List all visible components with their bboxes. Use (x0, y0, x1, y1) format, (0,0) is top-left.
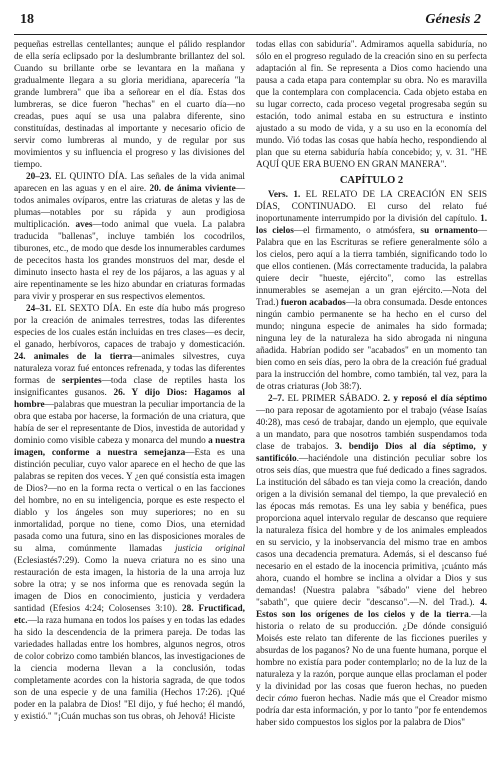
paragraph-text: pequeñas estrellas centellantes; aunque el pálido resplandor de ella sería eclipsado por la deslumbrante brillantez del sol. Cuando su brillante orbe se levantara en la mañana y gradualmente llegara a su gloria meridiana, aparecería "la grande lumbrera" que iba a señorear en el día. Estas dos lumbreras, se dice fueron "hechas" en el cuarto día—no creadas, pues aquí se usa una palabra diferente, sino constituídas, destinadas al importante y necesario oficio de servir como lumbreras al mundo, y de regular por sus movimientos y su influencia el progreso y las divisiones del tiempo. (14, 40, 245, 170)
paragraph (14, 39, 245, 171)
paragraph-text: —animales silvestres, cuya naturaleza voraz fué entonces refrenada, y todas las diferentes formas de (14, 352, 245, 386)
paragraph-text: .—haciéndole una distinción peculiar sobre los otros seis días, que muestra que fué dedicado a fines sagrados. La institución del sábado es tan vieja como la creación, dando origen a la división semanal del tiempo, la que prevaleció en las épocas más remotas. Es una ley sabia y benéfica, pues proporciona aquel intervalo regular de descanso que requiere la naturaleza física del hombre y de los animales empleados en su servicio, y la inobservancia del mismo trae en ambos casos una decadencia prematura. Además, si el descanso fué necesario en el estado de la inocencia primitiva, ¡cuánto más ahora, cuando el hombre se inclina a olvidar a Dios y sus demandas! (Nuestra palabra "sábado" viene del hebreo "sabath", que quiere decir "descanso".—N. del Trad.). (256, 454, 487, 608)
paragraph-text: EL PRIMER SÁBADO. (284, 394, 384, 404)
left-column (14, 39, 245, 729)
paragraph-text: EL RELATO DE LA CREACIÓN EN SEIS DÍAS, CONTINUADO. El curso del relato fué inoportunamente interrumpido por la división del capítulo. (256, 190, 487, 224)
paragraph-text: —todo animal que vuela. La palabra traducida "ballenas", incluye también los cocodrilos, tiburones, etc., de modo que desde los innumerables cardumes de pececitos hasta los grandes monstruos del mar, desde el diminuto insecto hasta el rey de los pájaros, a las aguas y al aire repentinamente se les hizo abundar en criaturas formadas para vivir y prosperar en sus respectivos elementos. (14, 220, 245, 302)
paragraph-text: —la obra consumada. Desde entonces ningún cambio permanente se ha hecho en el curso del mundo; ninguna especie de animales ha sido formada; ninguna ley de la naturaleza ha sido abrogada ni ninguna añadida. Habrían podido ser "acabados" en un momento tan bien como en seis días, pero la obra de la creación fué gradual para la instrucción del hombre, como también, tal vez, para la de otras criaturas (Job 38:7). (256, 298, 487, 392)
verse-ref: 2–7. (268, 394, 285, 404)
paragraph-text: —toda clase de reptiles hasta los insignificantes gusanos. (14, 376, 245, 398)
page-number: 18 (20, 12, 34, 27)
page-header (14, 10, 487, 35)
bold-term: su ornamento (420, 226, 478, 236)
italic-term: cómo (277, 694, 298, 704)
bold-term: 26. Y dijo Dios: Hagamos al hombre (14, 388, 245, 410)
verse-ref: 24–31. (26, 304, 52, 314)
paragraph (256, 393, 487, 729)
bold-term: aves (75, 220, 93, 230)
bold-term: 2. y reposó el día séptimo (383, 394, 487, 404)
bold-term: 3. bendijo Dios al día séptimo, y santificólo (256, 442, 487, 464)
paragraph-text: EL SEXTO DÍA. En este día hubo más progreso por la creación de animales terrestres, todas las diferentes especies de los cuales están incluidas en tres clases—es decir, el ganado, herbívoros, capaces de trabajo y domesticación. (14, 304, 245, 350)
paragraph-text: (Eclesiastés7:29). Como la nueva criatura no es sino una restauración de esta imagen, la historia de la una arroja luz sobre la otra; y se nos informa que es renovada según la imagen de Dios en conocimiento, justicia y verdadera santidad (Efesios 4:24; Colosenses 3:10). (14, 556, 245, 614)
bold-term: 20. de ánima viviente (149, 184, 236, 194)
bold-term: a nuestra imagen, conforme a nuestra semejanza (14, 436, 245, 458)
paragraph-text: —el firmamento, o atmósfera, (293, 226, 421, 236)
running-title: Génesis 2 (425, 12, 481, 27)
paragraph (256, 39, 487, 171)
paragraph-text: EL QUINTO DÍA. Las señales de la vida animal aparecen en las aguas y en el aire. (14, 172, 245, 194)
bold-term: 1. los cielos (256, 214, 487, 236)
paragraph (14, 171, 245, 303)
verse-ref: Vers. 1. (268, 190, 301, 200)
text-columns (14, 39, 487, 729)
bold-term: serpientes (62, 376, 102, 386)
bold-term: 24. animales de la tierra (14, 352, 133, 362)
paragraph-text: —no para reposar de agotamiento por el trabajo (véase Isaías 40:28), mas cesó de trabajar, dando un ejemplo, que equivale a un mandato, para que nosotros también suspendamos toda clase de trabajos. (256, 406, 487, 452)
paragraph (14, 303, 245, 723)
verse-ref: 20–23. (26, 172, 52, 182)
right-column (256, 39, 487, 729)
paragraph-text: —palabras que muestran la peculiar importancia de la obra que estaba por hacerse, la formación de una criatura, que había de ser el representante de Dios, investida de autoridad y dominio como visible cabeza y monarca del mundo (14, 400, 245, 446)
italic-term: justicia original (175, 544, 246, 554)
paragraph (256, 189, 487, 393)
bold-term: fueron acabados (280, 298, 346, 308)
paragraph-text: .—la historia o relato de su producción. ¿De dónde consiguió Moisés este relato tan diferente de las ficciones pueriles y absurdas de los paganos? No de una fuente humana, porque el hombre no existía para poder contemplarlo; no de la luz de la naturaleza y la razón, porque aunque ellas proclaman el poder y la divinidad por las cosas que fueron hechas, no pueden decir (256, 610, 487, 704)
paragraph-text: —Palabra que en las Escrituras se refiere generalmente sólo a los cielos, pero aquí a la tierra también, significando todo lo que ellos contienen. (Más correctamente traducida, la palabra quiere decir "hueste, ejército", como las estrellas innumerables se asemejan a un gran ejército.—Nota del Trad.) (256, 226, 488, 308)
paragraph-text: —Esta es una distinción peculiar, cuyo valor aparece en el hecho de que las palabras se repiten dos veces. Y ¿en qué consistía esta imagen de Dios?—no en la forma recta o vertical o en las facciones del hombre, no en su inteligencia, porque es este respecto el diablo y los ángeles son muy superiores; no en su inmortalidad, porque no tiene, como Dios, una eternidad pasada como una futura, sino en las disposiciones morales de su alma, comúnmente llamadas (14, 448, 245, 554)
paragraph-text: —todos animales ovíparos, entre las criaturas de aletas y las de plumas—notables por su rápida y aun prodigiosa multiplicación. (14, 184, 245, 230)
chapter-heading: CAPÍTULO 2 (339, 175, 404, 186)
paragraph-text: fueron hechas. Nadie más que el Creador mismo podría dar esta información, y por lo tanto "por fe entendemos haber sido compuestos los siglos por la palabra de Dios" (256, 694, 487, 728)
paragraph-text: —la raza humana en todos los países y en todas las edades ha sido la descendencia de la primera pareja. De todas las variedades halladas entre los hombres, algunos negros, otros de color cobrizo como también blancos, las investigaciones de la ciencia moderna llevan a la conclusión, todas completamente acordes con la historia sagrada, de que todos son de una especie y de una familia (Hechos 17:26). ¡Qué poder en la palabra de Dios! "El dijo, y fué hecho; él mandó, y existió." "¡Cuán muchas son tus obras, oh Jehová! Hiciste (14, 616, 245, 722)
bold-term: 28. Fructificad, etc. (14, 604, 245, 626)
paragraph-text: todas ellas con sabiduría". Admiramos aquella sabiduría, no sólo en el progreso regulado de la creación sino en su perfecta adaptación al fin. Se representa a Dios como haciendo una pausa a cada etapa para contemplar su obra. No es maravilla que la contemplara con complacencia. Cada objeto estaba en su lugar correcto, cada proceso vegetal progresaba según su estación, todo animal estaba en su estructura e instinto ajustado a su modo de vida, y a su uso en la economía del mundo. Vió todas las cosas que había hecho, respondiendo al plan que su eterna sabiduría había concebido; y, v. 31. "HE AQUÍ QUE ERA BUENO EN GRAN MANERA". (256, 40, 487, 170)
bold-term: 4. Estos son los orígenes de los cielos y de la tierra (256, 598, 487, 620)
